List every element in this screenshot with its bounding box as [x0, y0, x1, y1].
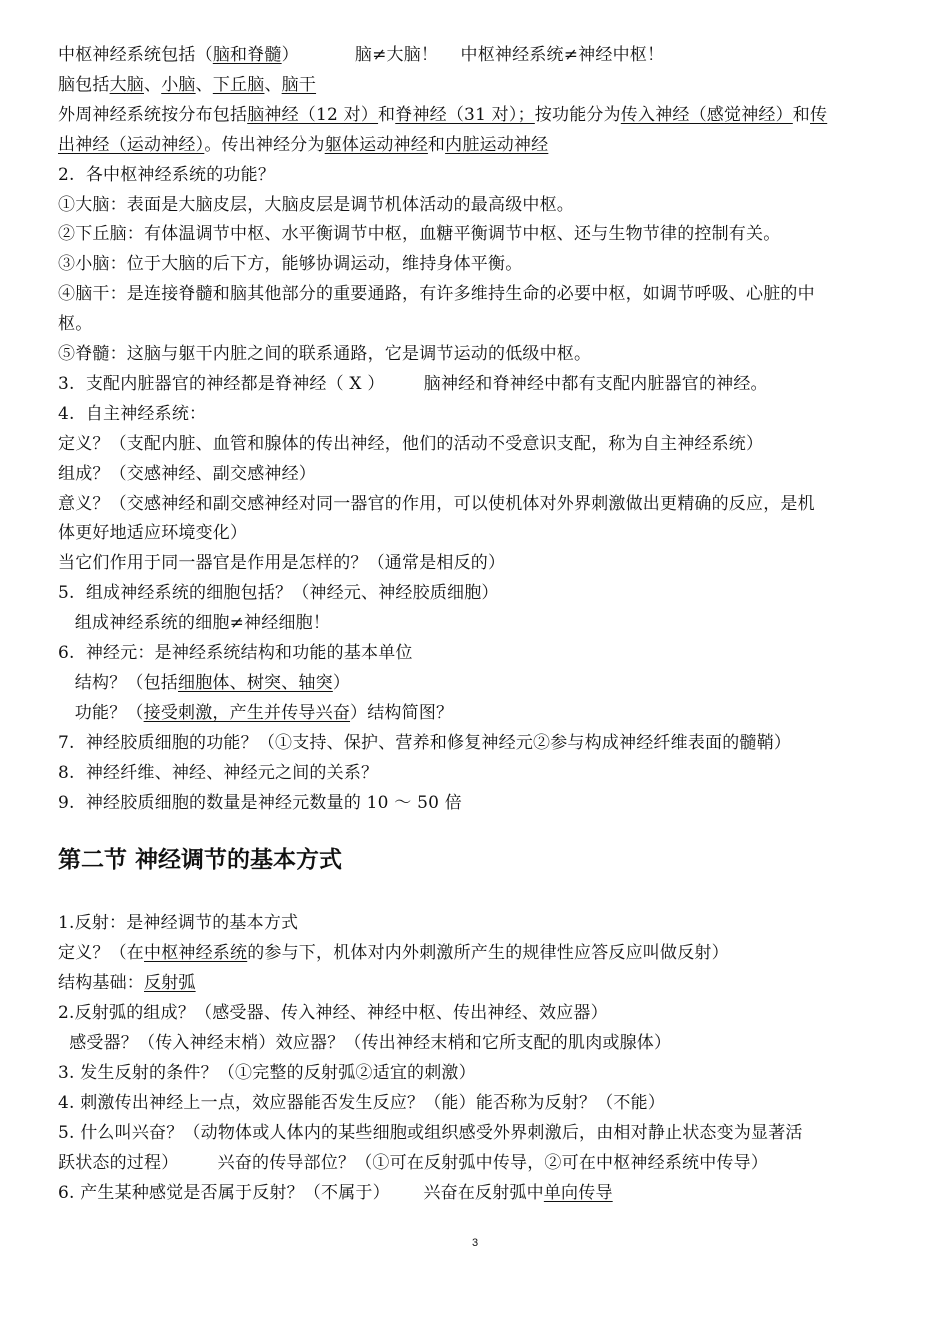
underlined-term: 小脑: [161, 74, 196, 95]
text-run: ①大脑：表面是大脑皮层，大脑皮层是调节机体活动的最高级中枢。: [58, 194, 574, 215]
text-run: 2.反射弧的组成？（感受器、传入神经、神经中枢、传出神经、效应器）: [58, 1003, 608, 1023]
text-run: 6. 产生某种感觉是否属于反射？（不属于） 兴奋在反射弧中: [58, 1183, 544, 1203]
underlined-term: 出神经（运动神经）: [58, 134, 205, 155]
text-line: [58, 463, 908, 485]
text-run: 、: [264, 74, 282, 95]
underlined-term: 单向传导: [543, 1183, 613, 1203]
text-line: [58, 313, 908, 335]
underlined-term: 大脑: [109, 74, 145, 95]
text-line: [58, 493, 908, 515]
underlined-term: 内脏运动神经: [445, 134, 549, 155]
text-line: [58, 1122, 908, 1144]
text-run: 、: [195, 74, 213, 95]
text-line: [58, 1032, 908, 1054]
text-line: [58, 522, 908, 544]
text-run: 功能？（: [58, 702, 144, 723]
text-run: 3. 发生反射的条件？（①完整的反射弧②适宜的刺激）: [58, 1063, 476, 1083]
text-line: [58, 104, 908, 126]
text-line: [58, 762, 908, 784]
text-run: 当它们作用于同一器官是作用是怎样的？（通常是相反的）: [58, 553, 506, 574]
text-line: [58, 552, 908, 574]
underlined-term: 接受刺激，产生并传导兴奋: [143, 702, 351, 723]
underlined-term: 传入神经（感觉神经）: [620, 104, 793, 125]
text-run: 8. 神经纤维、神经、神经元之间的关系？: [58, 762, 379, 783]
text-line: [58, 1182, 908, 1204]
text-line: [58, 283, 908, 305]
text-run: 6. 神经元：是神经系统结构和功能的基本单位: [58, 643, 413, 663]
text-line: [58, 403, 908, 425]
text-run: 5. 组成神经系统的细胞包括？（神经元、神经胶质细胞）: [58, 583, 499, 604]
text-line: [58, 164, 908, 186]
text-line: [58, 373, 908, 395]
text-run: 感受器？（传入神经末梢）效应器？（传出神经末梢和它所支配的肌肉或腺体）: [58, 1033, 672, 1053]
text-line: [58, 582, 908, 604]
underlined-term: 脑干: [281, 74, 317, 95]
text-run: ④脑干：是连接脊髓和脑其他部分的重要通路，有许多维持生命的必要中枢，如调节呼吸、心脏的中: [58, 284, 815, 305]
text-run: 脑包括: [58, 74, 110, 95]
text-line: [58, 912, 908, 934]
text-line: [58, 194, 908, 216]
text-run: ③小脑：位于大脑的后下方，能够协调运动，维持身体平衡。: [58, 254, 523, 275]
text-run: ） 脑≠大脑！ 中枢神经系统≠神经中枢！: [281, 45, 665, 65]
text-run: 和: [792, 104, 810, 125]
text-line: [58, 343, 908, 365]
text-run: ）: [332, 672, 351, 693]
text-run: ）结构简图？: [350, 702, 454, 723]
page-number: 3: [471, 1237, 479, 1249]
text-run: 跃状态的过程） 兴奋的传导部位？（①可在反射弧中传导，②可在中枢神经系统中传导）: [58, 1153, 769, 1173]
section-heading: 第二节 神经调节的基本方式: [58, 847, 343, 873]
text-line: [58, 702, 908, 724]
text-run: 结构基础：: [58, 973, 144, 993]
text-run: 外周神经系统按分布包括: [58, 104, 248, 125]
text-line: [58, 732, 908, 754]
text-run: 体更好地适应环境变化）: [58, 523, 248, 544]
underlined-term: 脊神经（31 对）；: [395, 104, 535, 125]
text-run: 定义？（支配内脏、血管和腺体的传出神经，他们的活动不受意识支配，称为自主神经系统）: [58, 433, 764, 454]
text-run: 枢。: [58, 314, 93, 335]
text-run: ⑤脊髓：这脑与躯干内脏之间的联系通路，它是调节运动的低级中枢。: [58, 344, 592, 364]
text-run: 定义？（在: [58, 943, 144, 963]
text-run: 1.反射：是神经调节的基本方式: [58, 913, 299, 933]
text-line: [58, 74, 908, 96]
text-run: 按功能分为: [534, 104, 621, 125]
text-run: 和: [427, 134, 446, 155]
underlined-term: 脑神经（12 对）: [247, 104, 379, 125]
text-run: 意义？（交感神经和副交感神经对同一器官的作用，可以使机体对外界刺激做出更精确的反应，是机: [58, 493, 815, 514]
text-run: 的参与下，机体对内外刺激所产生的规律性应答反应叫做反射）: [247, 943, 729, 963]
text-run: 4. 自主神经系统：: [58, 403, 207, 424]
text-line: [58, 942, 908, 964]
text-line: [58, 1002, 908, 1024]
text-line: [58, 223, 908, 245]
underlined-term: 中枢神经系统: [144, 943, 248, 963]
text-line: [58, 1092, 908, 1114]
text-line: [58, 253, 908, 275]
underlined-term: 细胞体、树突、轴突: [178, 672, 333, 693]
text-run: 组成？（交感神经、副交感神经）: [58, 463, 316, 484]
text-run: 组成神经系统的细胞≠神经细胞！: [58, 613, 331, 634]
text-line: [58, 672, 908, 694]
text-line: [58, 44, 908, 66]
underlined-term: 传: [810, 104, 828, 125]
text-line: [58, 612, 908, 634]
text-line: [58, 1152, 908, 1174]
text-run: 4. 刺激传出神经上一点，效应器能否发生反应？（能）能否称为反射？（不能）: [58, 1093, 666, 1113]
text-run: 结构？（包括: [58, 672, 179, 693]
text-run: 5. 什么叫兴奋？（动物体或人体内的某些细胞或组织感受外界刺激后，由相对静止状态变为显著活: [58, 1123, 803, 1143]
text-run: 和: [378, 104, 396, 125]
text-line: [58, 642, 908, 664]
text-run: 中枢神经系统包括（: [58, 45, 213, 65]
text-run: 9. 神经胶质细胞的数量是神经元数量的 10 ～ 50 倍: [58, 792, 462, 813]
text-line: [58, 134, 908, 156]
text-run: ②下丘脑：有体温调节中枢、水平衡调节中枢，血糖平衡调节中枢、还与生物节律的控制有关。: [58, 224, 781, 245]
text-line: [58, 972, 908, 994]
text-line: [58, 792, 908, 814]
text-run: 。传出神经分为: [204, 134, 325, 155]
text-run: 2. 各中枢神经系统的功能？: [58, 164, 276, 185]
text-run: 3. 支配内脏器官的神经都是脊神经（ X ） 脑神经和脊神经中都有支配内脏器官的神经。: [58, 373, 768, 394]
text-run: 、: [144, 74, 162, 95]
text-line: [58, 1062, 908, 1084]
underlined-term: 脑和脊髓: [212, 45, 282, 65]
underlined-term: 躯体运动神经: [324, 134, 428, 155]
underlined-term: 反射弧: [144, 973, 196, 993]
text-line: [58, 433, 908, 455]
text-run: 7. 神经胶质细胞的功能？（①支持、保护、营养和修复神经元②参与构成神经纤维表面的髓鞘）: [58, 732, 792, 753]
underlined-term: 下丘脑: [212, 74, 265, 95]
